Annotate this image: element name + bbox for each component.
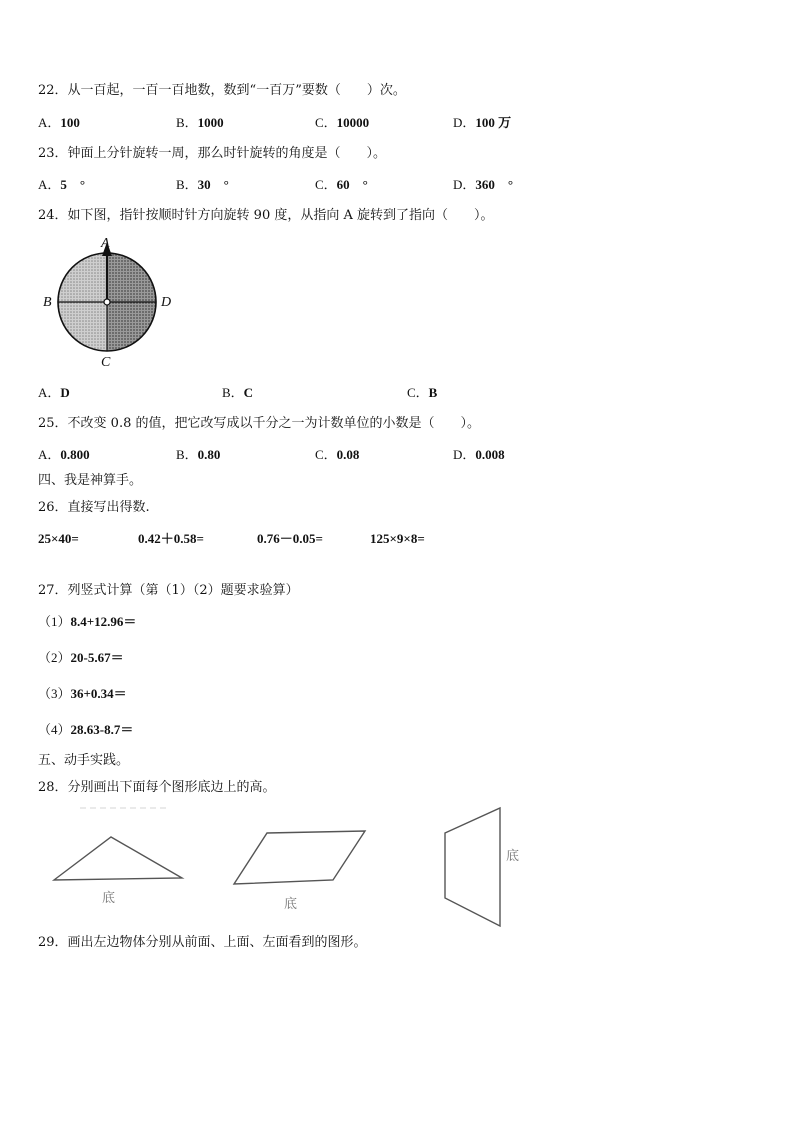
option-value: 0.08 bbox=[336, 447, 360, 462]
dial-label-b: B bbox=[43, 295, 52, 310]
question-22-text: 22．从一百起，一百一百地数，数到“一百万”要数（ ）次。 bbox=[38, 83, 406, 98]
clock-dial-figure bbox=[40, 236, 180, 371]
question-24-option-b[interactable] bbox=[222, 385, 253, 401]
option-label: A． bbox=[38, 385, 61, 400]
question-23-option-d[interactable] bbox=[453, 177, 513, 193]
option-value: 60 ° bbox=[336, 177, 368, 192]
option-value: 30 ° bbox=[197, 177, 229, 192]
option-value: 10000 bbox=[336, 115, 370, 130]
question-27-text: 27．列竖式计算（第（1）（2）题要求验算） bbox=[38, 583, 299, 598]
question-29-text: 29．画出左边物体分别从前面、上面、左面看到的图形。 bbox=[38, 935, 367, 950]
option-label: D． bbox=[453, 447, 476, 462]
question-25-text: 25．不改变 0.8 的值，把它改写成以千分之一为计数单位的小数是（ ）。 bbox=[38, 416, 480, 431]
dial-label-c: C bbox=[101, 355, 111, 370]
q26-item-3: 0.76－0.05= bbox=[257, 531, 323, 546]
q26-item-4: 125×9×8= bbox=[370, 531, 425, 546]
option-label: C． bbox=[315, 447, 337, 462]
item-expression: 28.63-8.7＝ bbox=[70, 722, 134, 737]
question-22-option-a[interactable] bbox=[38, 115, 80, 131]
question-22-option-d[interactable] bbox=[453, 115, 511, 131]
trapezoid-base-label: 底 bbox=[506, 849, 520, 864]
option-value: 0.80 bbox=[197, 447, 221, 462]
option-value: B bbox=[428, 385, 438, 400]
item-number: （3） bbox=[38, 686, 71, 701]
q27-item-1 bbox=[38, 614, 136, 630]
question-22-option-b[interactable] bbox=[176, 115, 224, 131]
question-22-option-c[interactable] bbox=[315, 115, 369, 131]
section-5-heading: 五、动手实践。 bbox=[38, 753, 130, 768]
q27-item-4 bbox=[38, 722, 133, 738]
item-expression: 20-5.67＝ bbox=[70, 650, 124, 665]
question-23-option-b[interactable] bbox=[176, 177, 229, 193]
option-value: 1000 bbox=[197, 115, 224, 130]
option-value: 0.008 bbox=[475, 447, 505, 462]
option-value: 360 ° bbox=[475, 177, 514, 192]
option-value: 5 ° bbox=[60, 177, 86, 192]
question-24-text: 24．如下图，指针按顺时针方向旋转 90 度，从指向 A 旋转到了指向（ ）。 bbox=[38, 208, 494, 223]
option-label: B． bbox=[176, 177, 198, 192]
option-value: C bbox=[243, 385, 254, 400]
dial-label-a: A bbox=[101, 236, 110, 251]
triangle-base-label: 底 bbox=[102, 891, 116, 906]
question-26-text: 26．直接写出得数. bbox=[38, 500, 150, 515]
option-label: D． bbox=[453, 115, 476, 130]
section-4-heading: 四、我是神算手。 bbox=[38, 473, 143, 488]
option-label: B． bbox=[176, 115, 198, 130]
item-expression: 8.4+12.96＝ bbox=[70, 614, 137, 629]
option-value: 0.800 bbox=[60, 447, 90, 462]
item-number: （1） bbox=[38, 614, 71, 629]
item-number: （2） bbox=[38, 650, 71, 665]
question-25-option-a[interactable] bbox=[38, 447, 90, 463]
option-label: D． bbox=[453, 177, 476, 192]
question-24-option-c[interactable] bbox=[407, 385, 437, 401]
q27-item-2 bbox=[38, 650, 124, 666]
trapezoid-shape[interactable] bbox=[445, 808, 500, 926]
option-label: A． bbox=[38, 177, 61, 192]
q26-item-1: 25×40= bbox=[38, 531, 79, 546]
question-23-option-c[interactable] bbox=[315, 177, 368, 193]
option-label: C． bbox=[315, 115, 337, 130]
option-value: D bbox=[60, 385, 70, 400]
dial-center-pin bbox=[104, 299, 110, 305]
option-label: B． bbox=[222, 385, 244, 400]
option-label: C． bbox=[407, 385, 429, 400]
option-value: 100 万 bbox=[475, 115, 512, 130]
option-label: C． bbox=[315, 177, 337, 192]
dial-label-d: D bbox=[161, 295, 172, 310]
question-24-option-a[interactable] bbox=[38, 385, 70, 401]
item-expression: 36+0.34＝ bbox=[70, 686, 127, 701]
question-28-text: 28．分别画出下面每个图形底边上的高。 bbox=[38, 780, 276, 795]
shapes-figure bbox=[40, 800, 540, 930]
q26-item-2: 0.42＋0.58= bbox=[138, 531, 204, 546]
question-25-option-d[interactable] bbox=[453, 447, 505, 463]
q27-item-3 bbox=[38, 686, 127, 702]
option-label: A． bbox=[38, 447, 61, 462]
parallelogram-shape[interactable] bbox=[234, 831, 365, 884]
question-23-option-a[interactable] bbox=[38, 177, 85, 193]
parallelogram-base-label: 底 bbox=[284, 897, 298, 912]
item-number: （4） bbox=[38, 722, 71, 737]
option-value: 100 bbox=[60, 115, 80, 130]
option-label: B． bbox=[176, 447, 198, 462]
triangle-shape bbox=[54, 837, 182, 880]
question-23-text: 23．钟面上分针旋转一周，那么时针旋转的角度是（ ）。 bbox=[38, 146, 387, 161]
question-25-option-c[interactable] bbox=[315, 447, 359, 463]
option-label: A． bbox=[38, 115, 61, 130]
question-25-option-b[interactable] bbox=[176, 447, 220, 463]
